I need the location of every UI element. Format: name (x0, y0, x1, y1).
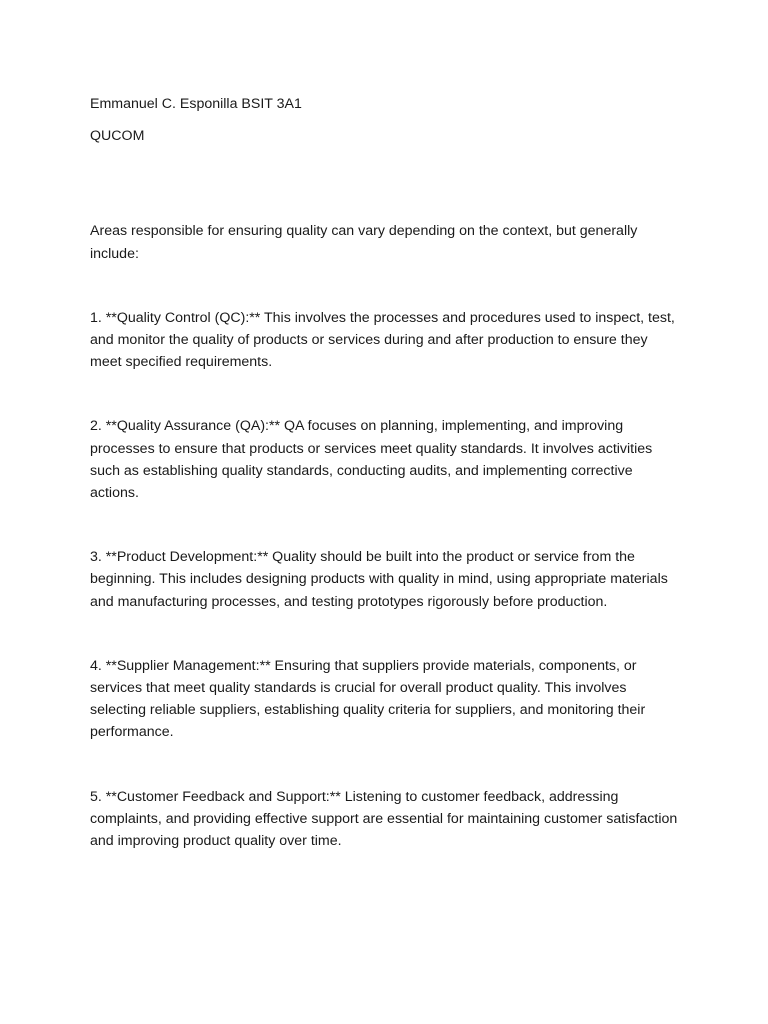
list-item-supplier-management: 4. **Supplier Management:** Ensuring that suppliers provide materials, components, or services that meet quality standards is crucial for overall product quality. This involves selecting reliable suppliers, establishing quality criteria for suppliers, and monitoring their performance. (90, 657, 646, 741)
list-item-product-development: 3. **Product Development:** Quality should be built into the product or service from the beginning. This includes designing products with quality in mind, using appropriate materials and manufacturing processes, and testing prototypes rigorously before production. (90, 549, 668, 610)
list-item-customer-feedback: 5. **Customer Feedback and Support:** Listening to customer feedback, addressing complaints, and providing effective support are essential for maintaining customer satisfaction and improving product quality over time. (90, 788, 678, 850)
course-title: QUCOM (90, 128, 145, 145)
list-item-quality-assurance: 2. **Quality Assurance (QA):** QA focuses on planning, implementing, and improving processes to ensure that products or services meet quality standards. It involves activities such as establishing quality standards, conducting audits, and implementing corrective actions. (90, 418, 653, 502)
intro-paragraph: Areas responsible for ensuring quality can vary depending on the context, but generally include: (90, 223, 638, 262)
author-line: Emmanuel C. Esponilla BSIT 3A1 (90, 96, 302, 112)
list-item-quality-control: 1. **Quality Control (QC):** This involves the processes and procedures used to inspect, test, and monitor the quality of products or services during and after production to ensure they meet specified requirements. (90, 309, 675, 371)
document-body (90, 93, 678, 852)
